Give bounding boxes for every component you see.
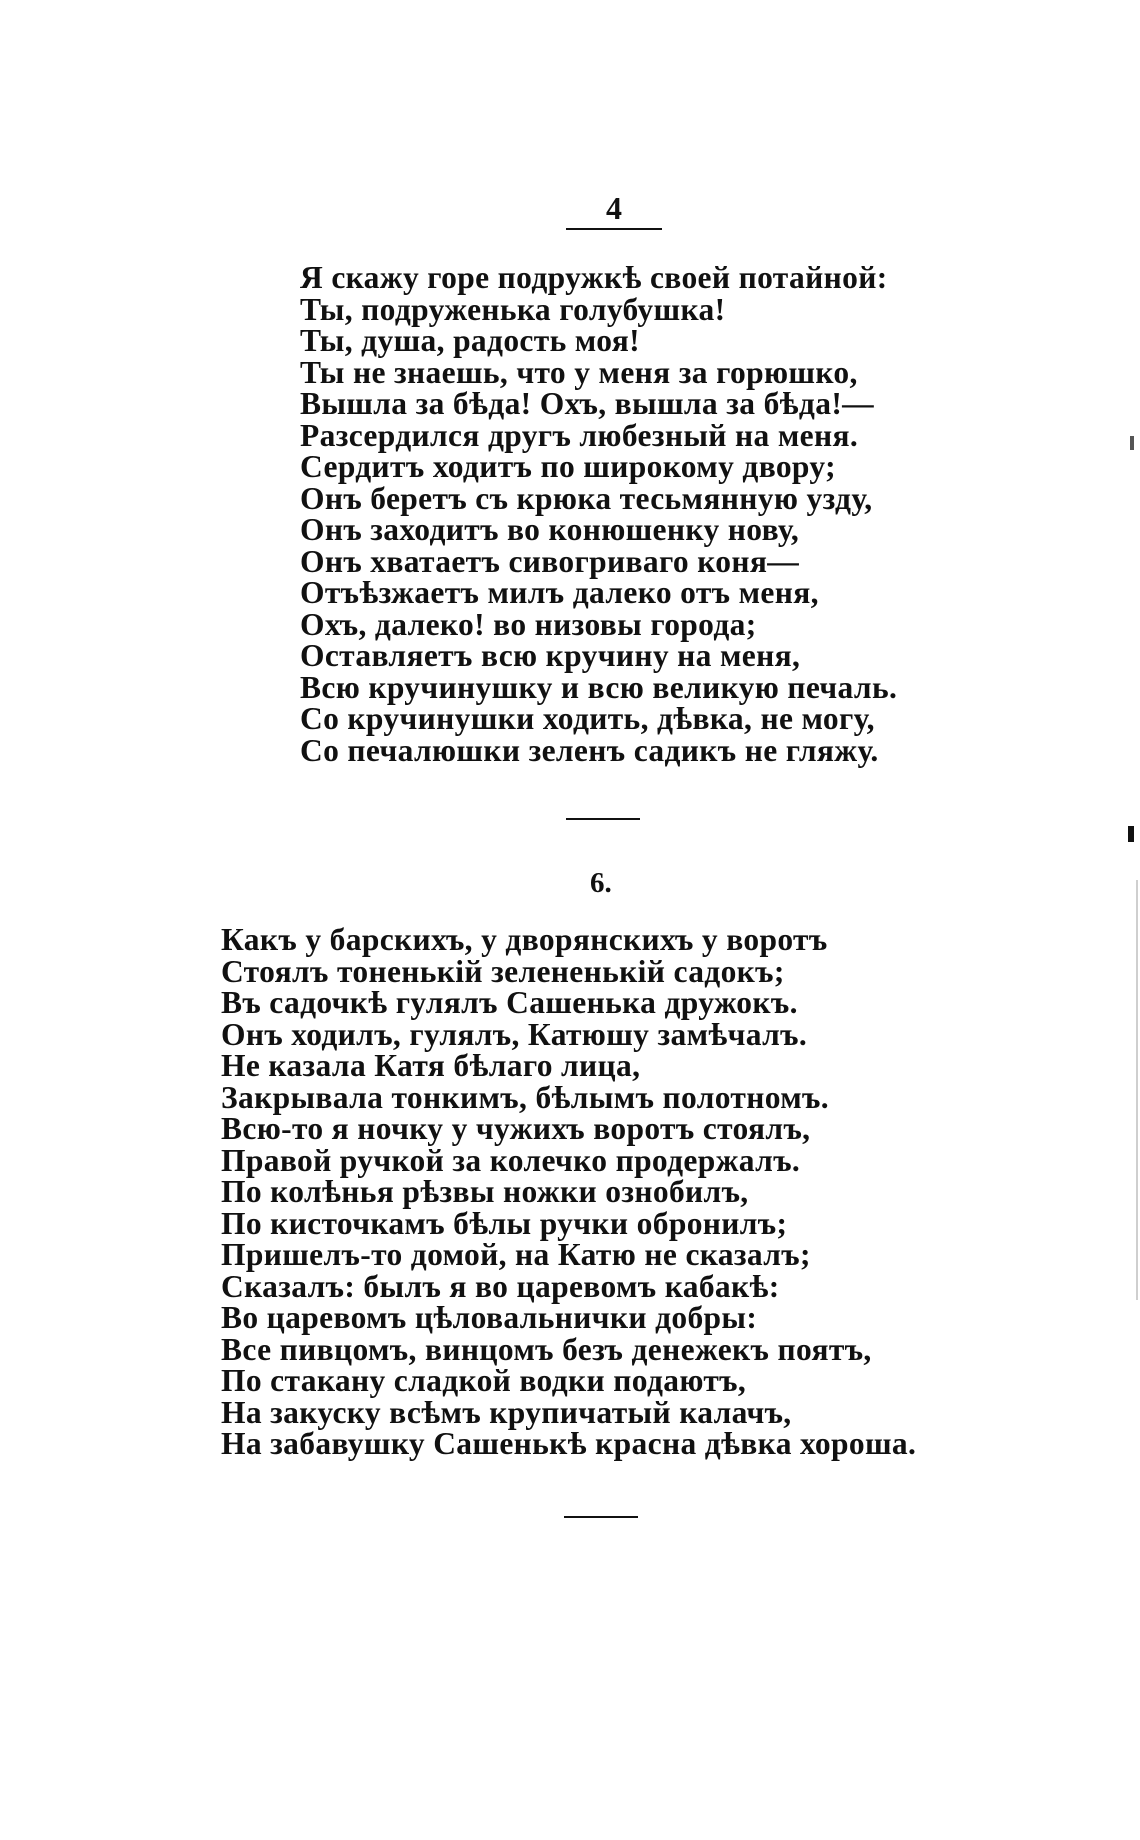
poem-line: Въ садочкѣ гулялъ Сашенька дружокъ. bbox=[221, 985, 798, 1020]
scan-edge-mark bbox=[1128, 826, 1134, 842]
poem-stanza-1 bbox=[300, 262, 897, 766]
poem-line: Ты не знаешь, что у меня за горюшко, bbox=[300, 354, 858, 390]
poem-line: Все пивцомъ, винцомъ безъ денежекъ поятъ, bbox=[221, 1331, 872, 1367]
poem-line: По колѣнья рѣзвы ножки ознобилъ, bbox=[221, 1174, 749, 1209]
poem-stanza-2 bbox=[221, 924, 916, 1460]
poem-line: Правой ручкой за колечко продержалъ. bbox=[221, 1142, 801, 1178]
poem-line: Онъ хватаетъ сивогриваго коня— bbox=[300, 543, 800, 579]
poem-line: На закуску всѣмъ крупичатый калачъ, bbox=[221, 1394, 792, 1430]
poem-line: Онъ заходитъ во конюшенку нову, bbox=[300, 512, 800, 547]
poem-line: На забавушку Сашенькѣ красна дѣвка хороша. bbox=[221, 1426, 917, 1461]
poem-line: Во царевомъ цѣловальнички добры: bbox=[221, 1300, 758, 1335]
poem-line: Сердитъ ходитъ по широкому двору; bbox=[300, 449, 836, 484]
poem-line: По кисточкамъ бѣлы ручки обронилъ; bbox=[221, 1205, 788, 1241]
poem-line: Всю кручинушку и всю великую печаль. bbox=[300, 669, 898, 705]
poem-line: Онъ беретъ съ крюка тесьмянную узду, bbox=[300, 480, 873, 516]
section-divider bbox=[566, 818, 640, 820]
poem-line: Я скажу горе подружкѣ своей потайной: bbox=[300, 260, 888, 295]
poem-line: Пришелъ-то домой, на Катю не сказалъ; bbox=[221, 1237, 811, 1272]
poem-line: Онъ ходилъ, гулялъ, Катюшу замѣчалъ. bbox=[221, 1016, 808, 1052]
page-number: 4 bbox=[566, 190, 662, 230]
poem-line: Сказалъ: былъ я во царевомъ кабакѣ: bbox=[221, 1268, 780, 1304]
poem-line: Отъѣзжаетъ милъ далеко отъ меня, bbox=[300, 575, 819, 610]
poem-line: Закрывала тонкимъ, бѣлымъ полотномъ. bbox=[221, 1079, 829, 1115]
poem-line: Со печалюшки зеленъ садикъ не гляжу. bbox=[300, 732, 879, 768]
poem-line: Стоялъ тоненькій зелененькій садокъ; bbox=[221, 953, 785, 989]
poem-line: По стакану сладкой водки подаютъ, bbox=[221, 1363, 747, 1398]
poem-line: Охъ, далеко! во низовы города; bbox=[300, 606, 757, 642]
poem-line: Ты, подруженька голубушка! bbox=[300, 291, 726, 327]
poem-line: Вышла за бѣда! Охъ, вышла за бѣда!— bbox=[300, 386, 875, 421]
poem-line: Не казала Катя бѣлаго лица, bbox=[221, 1048, 641, 1083]
poem-line: Со кручинушки ходить, дѣвка, не могу, bbox=[300, 701, 875, 736]
poem-line: Всю-то я ночку у чужихъ воротъ стоялъ, bbox=[221, 1111, 811, 1146]
section-number: 6. bbox=[590, 867, 612, 899]
poem-line: Оставляетъ всю кручину на меня, bbox=[300, 638, 801, 673]
poem-line: Разсердился другъ любезный на меня. bbox=[300, 417, 859, 453]
section-divider bbox=[564, 1516, 638, 1518]
scan-edge-line bbox=[1136, 880, 1138, 1300]
poem-line: Ты, душа, радость моя! bbox=[300, 323, 640, 358]
poem-line: Какъ у барскихъ, у дворянскихъ у воротъ bbox=[221, 922, 828, 957]
scan-edge-mark bbox=[1130, 436, 1134, 450]
